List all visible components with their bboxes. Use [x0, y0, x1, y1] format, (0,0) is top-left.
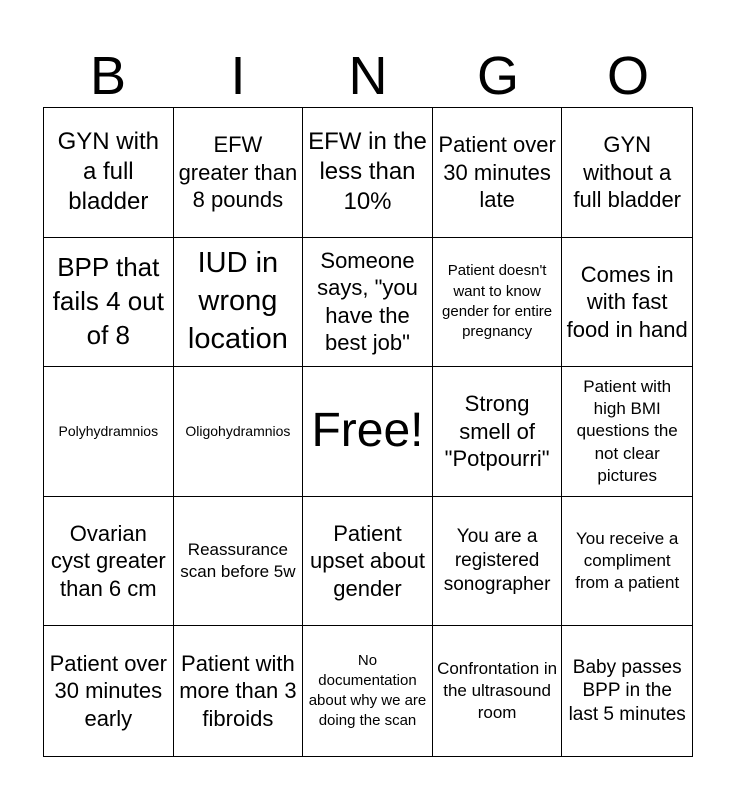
- bingo-cell[interactable]: [433, 497, 563, 627]
- header-letter-i: I: [230, 46, 246, 106]
- bingo-cell[interactable]: [433, 108, 563, 238]
- bingo-cell-text: Someone says, "you have the best job": [317, 247, 418, 356]
- bingo-cell[interactable]: [562, 367, 692, 497]
- bingo-cell-text: No documentation about why we are doing the scan: [308, 651, 427, 730]
- bingo-cell-text: You are a registered sonographer: [443, 526, 551, 595]
- bingo-cell-text: Patient over 30 minutes late: [438, 132, 556, 213]
- bingo-cell[interactable]: [44, 367, 174, 497]
- bingo-cell-text: EFW greater than 8 pounds: [178, 132, 298, 213]
- bingo-cell[interactable]: [44, 238, 174, 368]
- bingo-cell[interactable]: [174, 108, 304, 238]
- bingo-cell-text: EFW in the less than 10%: [308, 128, 427, 216]
- bingo-cell[interactable]: [174, 367, 304, 497]
- bingo-header: [43, 44, 693, 108]
- bingo-cell-text: Ovarian cyst greater than 6 cm: [50, 520, 166, 601]
- bingo-cell[interactable]: [44, 497, 174, 627]
- bingo-cell-text: Patient with high BMI questions the not clear pictures: [576, 377, 678, 485]
- bingo-cell[interactable]: [44, 626, 174, 756]
- bingo-cell[interactable]: [174, 497, 304, 627]
- bingo-card-grid: [43, 107, 693, 757]
- bingo-cell-text: You receive a compliment from a patient: [575, 528, 680, 593]
- header-letter-n: N: [348, 46, 388, 106]
- bingo-cell-text: Polyhydramnios: [58, 423, 159, 440]
- header-letter-g: G: [476, 46, 519, 106]
- bingo-cell-text: GYN with a full bladder: [57, 128, 159, 216]
- bingo-cell-text: Patient doesn't want to know gender for entire pregnancy: [442, 262, 553, 341]
- bingo-cell[interactable]: [433, 626, 563, 756]
- bingo-cell[interactable]: [562, 626, 692, 756]
- bingo-cell-text: Baby passes BPP in the last 5 minutes: [568, 656, 686, 726]
- bingo-cell[interactable]: [433, 238, 563, 368]
- bingo-cell[interactable]: [562, 238, 692, 368]
- bingo-cell[interactable]: [303, 108, 433, 238]
- bingo-cell-text: IUD in wrong location: [187, 247, 288, 355]
- bingo-cell-text: Confrontation in the ultrasound room: [437, 659, 558, 723]
- bingo-cell-text: Patient upset about gender: [310, 520, 425, 601]
- bingo-cell[interactable]: [174, 238, 304, 368]
- bingo-cell-text: BPP that fails 4 out of 8: [52, 252, 164, 350]
- free-space-cell[interactable]: [303, 367, 433, 497]
- bingo-cell[interactable]: [303, 626, 433, 756]
- bingo-cell-text: GYN without a full bladder: [573, 132, 682, 213]
- bingo-cell-text: Patient with more than 3 fibroids: [179, 650, 297, 731]
- bingo-cell[interactable]: [562, 108, 692, 238]
- bingo-cell-text: Reassurance scan before 5w: [180, 540, 296, 582]
- bingo-cell[interactable]: [303, 238, 433, 368]
- free-space-text: Free!: [311, 404, 424, 458]
- bingo-cell[interactable]: [174, 626, 304, 756]
- bingo-cell-text: Oligohydramnios: [185, 423, 291, 440]
- bingo-cell[interactable]: [44, 108, 174, 238]
- bingo-cell[interactable]: [562, 497, 692, 627]
- header-letter-b: B: [89, 46, 127, 106]
- header-letter-o: O: [606, 46, 649, 106]
- bingo-cell-text: Patient over 30 minutes early: [49, 650, 167, 731]
- bingo-cell-text: Strong smell of "Potpourri": [444, 391, 550, 472]
- bingo-cell[interactable]: [303, 497, 433, 627]
- bingo-cell[interactable]: [433, 367, 563, 497]
- bingo-cell-text: Comes in with fast food in hand: [566, 261, 688, 342]
